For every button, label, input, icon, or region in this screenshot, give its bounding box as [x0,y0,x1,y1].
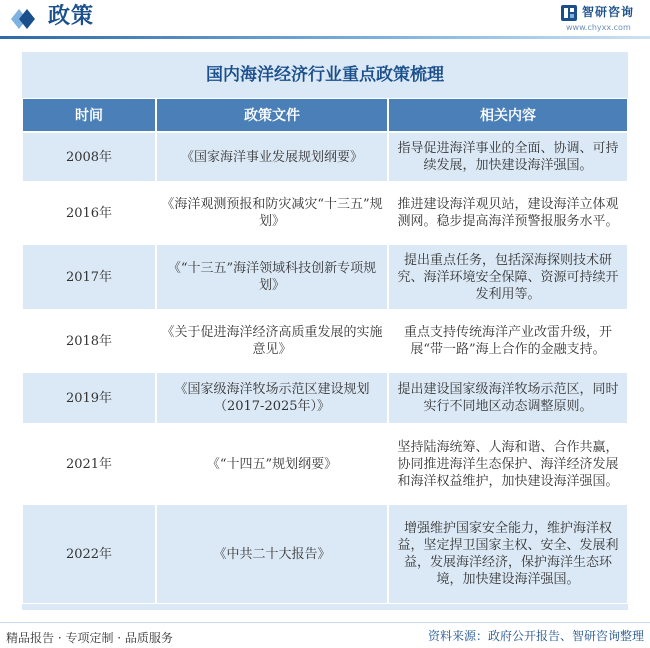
cell-time: 2022年 [22,504,156,604]
brand-logo-icon [560,4,578,22]
brand-name: 智研咨询 [582,5,635,19]
cell-time: 2018年 [22,310,156,372]
table-row [22,372,628,424]
cell-doc: 《海洋观测预报和防灾减灾“十三五”规划》 [156,182,388,244]
cell-doc: 《中共二十大报告》 [156,504,388,604]
cell-doc: 《“十四五”规划纲要》 [156,424,388,504]
table-title: 国内海洋经济行业重点政策梳理 [206,65,444,85]
cell-doc: 《关于促进海洋经济高质重发展的实施意见》 [156,310,388,372]
cell-time: 2008年 [22,132,156,182]
table-row [22,424,628,504]
cell-content: 指导促进海洋事业的全面、协调、可持续发展，加快建设海洋强国。 [388,132,628,182]
table-header-row [22,98,628,132]
diamond-icon [10,6,36,32]
cell-content: 增强维护国家安全能力，维护海洋权益，坚定捍卫国家主权、安全、发展利益，发展海洋经济，保护海洋生态环境，加快建设海洋强国。 [388,504,628,604]
footer-source: 资料来源：政府公开报告、智研咨询整理 [427,629,644,643]
brand-url: www.chyxx.com [566,23,631,32]
column-header-time: 时间 [22,98,156,132]
policy-table [22,98,628,604]
table-row [22,504,628,604]
cell-doc: 《国家级海洋牧场示范区建设规划（2017-2025年）》 [156,372,388,424]
column-header-content: 相关内容 [388,98,628,132]
cell-time: 2016年 [22,182,156,244]
cell-time: 2017年 [22,244,156,310]
header-divider [0,36,650,39]
cell-time: 2021年 [22,424,156,504]
footer-slogan: 精品报告 · 专项定制 · 品质服务 [6,631,173,645]
page-footer [0,614,650,648]
column-header-doc: 政策文件 [156,98,388,132]
cell-doc: 《国家海洋事业发展规划纲要》 [156,132,388,182]
section-title: 政策 [48,4,95,29]
cell-content: 推进建设海洋观贝站，建设海洋立体观测网。稳步提高海洋预警报服务水平。 [388,182,628,244]
cell-content: 重点支持传统海洋产业改雷升级，开展“带一路”海上合作的金融支持。 [388,310,628,372]
footer-divider [0,622,650,623]
table-row [22,310,628,372]
cell-content: 坚持陆海统筹、人海和谐、合作共赢，协同推进海洋生态保护、海洋经济发展和海洋权益维护，加快建设海洋强国。 [388,424,628,504]
table-row [22,132,628,182]
page-header [0,0,650,40]
table-row [22,244,628,310]
cell-time: 2019年 [22,372,156,424]
table-row [22,182,628,244]
cell-doc: 《“十三五”海洋领域科技创新专项规划》 [156,244,388,310]
cell-content: 提出重点任务，包括深海探则技术研究、海洋环境安全保障、资源可持续开发利用等。 [388,244,628,310]
cell-content: 提出建设国家级海洋牧场示范区，同时实行不同地区动态调整原则。 [388,372,628,424]
